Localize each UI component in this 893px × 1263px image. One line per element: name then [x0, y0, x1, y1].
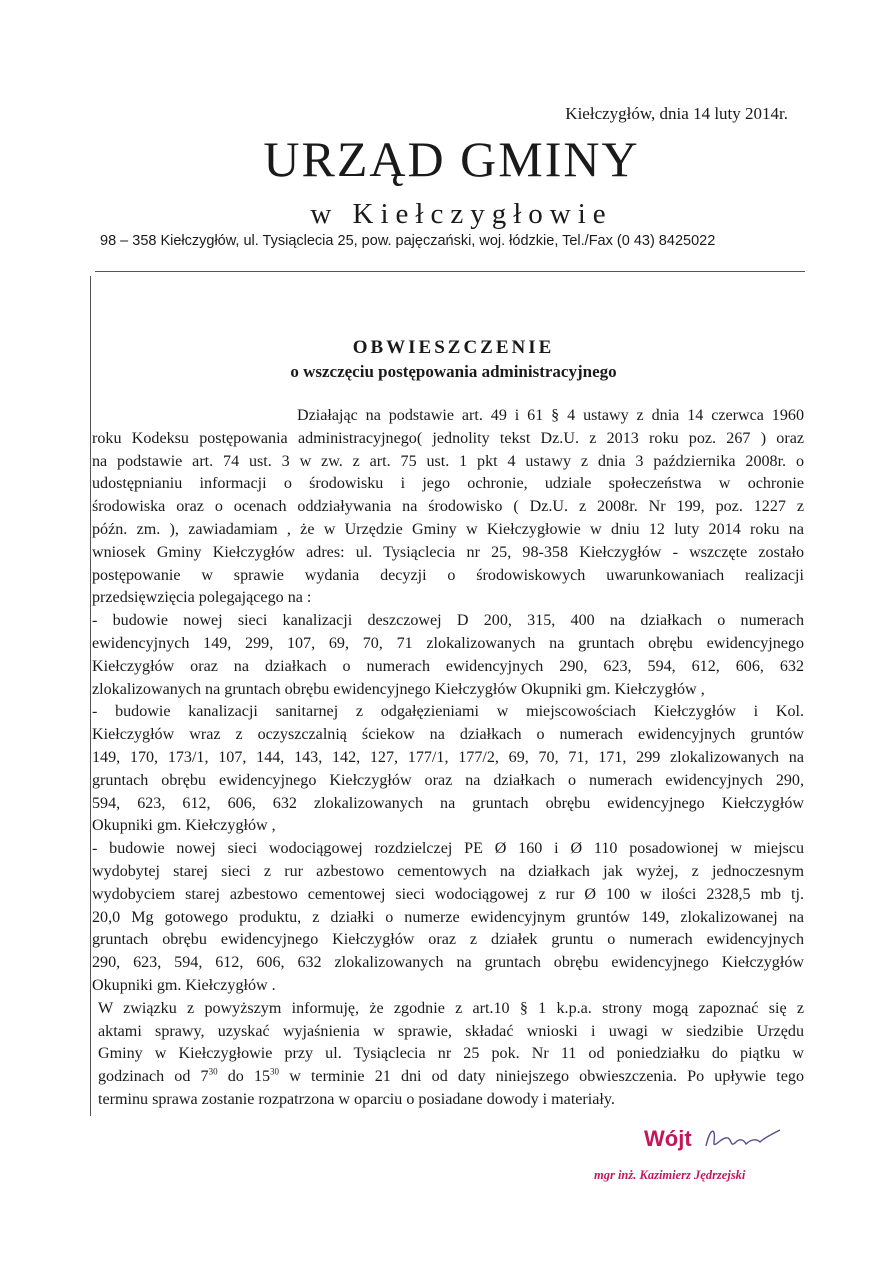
body-line: gruntach obrębu ewidencyjnego Kiełczygłów oraz na działkach o numerach ewidencyjnych 290, [92, 771, 804, 789]
notice-body [92, 405, 804, 1112]
body-line: Gminy w Kiełczygłowie przy ul. Tysiąclecia nr 25 pok. Nr 11 od poniedziałku do piątku w [98, 1045, 804, 1063]
signature-block [592, 1120, 792, 1200]
body-line: roku Kodeksu postępowania administracyjnego( jednolity tekst Dz.U. z 2013 roku poz. 267 ) oraz [92, 429, 804, 447]
body-line: W związku z powyższym informuję, że zgodnie z art.10 § 1 k.p.a. strony mogą zapoznać się z [98, 999, 804, 1017]
body-line: 594, 623, 612, 606, 632 zlokalizowanych na gruntach obrębu ewidencyjnego Kiełczygłów [92, 794, 804, 812]
body-line: wydobyciem starej azbestowo cementowej sieci wodociągowej z rur Ø 100 w ilości 2328,5 mb tj. [92, 885, 804, 903]
body-line: - budowie nowej sieci wodociągowej rozdzielczej PE Ø 160 i Ø 110 posadowionej w miejscu [92, 840, 804, 858]
office-name-heading: URZĄD GMINY [263, 131, 640, 187]
body-line: zlokalizowanych na gruntach obrębu ewidencyjnego Kiełczygłów Okupniki gm. Kiełczygłów , [92, 680, 705, 698]
document-dateline: Kiełczygłów, dnia 14 luty 2014r. [565, 104, 788, 123]
body-line: terminu sprawa zostanie rozpatrzona w oparciu o posiadane dowody i materiały. [98, 1090, 615, 1108]
office-location-heading: w Kiełczygłowie [310, 198, 613, 230]
signatory-name: mgr inż. Kazimierz Jędrzejski [594, 1168, 746, 1182]
body-line: przedsięwzięcia polegającego na : [92, 589, 312, 607]
signature-title: Wójt [644, 1126, 692, 1151]
hours-text-middle: do 15 [217, 1068, 271, 1086]
body-line: na podstawie art. 74 ust. 3 w zw. z art. 75 ust. 1 pkt 4 ustawy z dnia 3 października 2008r. o [92, 452, 804, 470]
body-line: Kiełczygłów oraz na działkach o numerach ewidencyjnych 290, 623, 594, 612, 606, 632 [92, 657, 804, 675]
hours-text-before: godzinach od 7 [98, 1068, 209, 1086]
body-line: Kiełczygłów wraz z oczyszczalnią ściekow na działkach o numerach ewidencyjnych gruntów [92, 726, 804, 744]
office-address: 98 – 358 Kiełczygłów, ul. Tysiąclecia 25, pow. pajęczański, woj. łódzkie, Tel./Fax (0 43) 8425022 [100, 233, 716, 249]
body-line: 20,0 Mg gotowego produktu, z działki o numerze ewidencyjnym gruntów 149, zlokalizowanej na [92, 908, 804, 926]
notice-title: OBWIESZCZENIE [352, 337, 555, 358]
hours-start-minutes: 30 [208, 1066, 218, 1077]
body-line: wydobytej starej sieci z rur azbestowo cementowych na działkach jak wyżej, z jednoczesnym [92, 862, 804, 880]
body-line: ewidencyjnych 149, 299, 107, 69, 70, 71 zlokalizowanych na gruntach obrębu ewidencyjnego [92, 634, 804, 652]
body-line: gruntach obrębu ewidencyjnego Kiełczygłów oraz z działek gruntu o numerach ewidencyjnych [92, 931, 804, 949]
notice-subtitle: o wszczęciu postępowania administracyjnego [290, 362, 617, 381]
body-line: 290, 623, 594, 612, 606, 632 zlokalizowanych na gruntach obrębu ewidencyjnego Kiełczygłów [92, 954, 804, 972]
hours-end-minutes: 30 [270, 1066, 280, 1077]
body-line: - budowie nowej sieci kanalizacji deszczowej D 200, 315, 400 na działkach o numerach [92, 612, 804, 630]
body-line: - budowie kanalizacji sanitarnej z odgałęzieniami w miejscowościach Kiełczygłów i Kol. [92, 703, 804, 721]
body-line: aktami sprawy, uzyskać wyjaśnienia w sprawie, składać wnioski i uwagi w siedzibie Urzędu [98, 1022, 804, 1040]
hours-text-after: w terminie 21 dni od daty niniejszego obwieszczenia. Po upływie tego [279, 1068, 805, 1086]
handwritten-signature [702, 1120, 782, 1160]
hours-line [92, 1066, 804, 1089]
left-margin-rule [90, 276, 91, 1116]
body-line: udostępnianiu informacji o środowisku i jego ochronie, udziale społeczeństwa w ochronie [92, 475, 804, 493]
body-line: Okupniki gm. Kiełczygłów , [92, 817, 276, 835]
body-line: wniosek Gminy Kiełczygłów adres: ul. Tysiąclecia nr 25, 98-358 Kiełczygłów - wszczęte zostało [92, 543, 804, 561]
body-line: 149, 170, 173/1, 107, 144, 143, 142, 127, 177/1, 177/2, 69, 70, 71, 171, 299 zlokalizowanych na [92, 748, 804, 766]
body-line: postępowanie w sprawie wydania decyzji o środowiskowych uwarunkowaniach realizacji [92, 566, 804, 584]
body-line: środowiska oraz o ocenach oddziaływania na środowisko ( Dz.U. z 2008r. Nr 199, poz. 1227 z [92, 498, 804, 516]
letterhead-divider [95, 271, 805, 272]
body-line: Działając na podstawie art. 49 i 61 § 4 ustawy z dnia 14 czerwca 1960 [297, 407, 804, 424]
body-line: późn. zm. ), zawiadamiam , że w Urzędzie Gminy w Kiełczygłowie w dniu 12 luty 2014 roku na [92, 520, 804, 538]
body-line: Okupniki gm. Kiełczygłów . [92, 976, 276, 994]
